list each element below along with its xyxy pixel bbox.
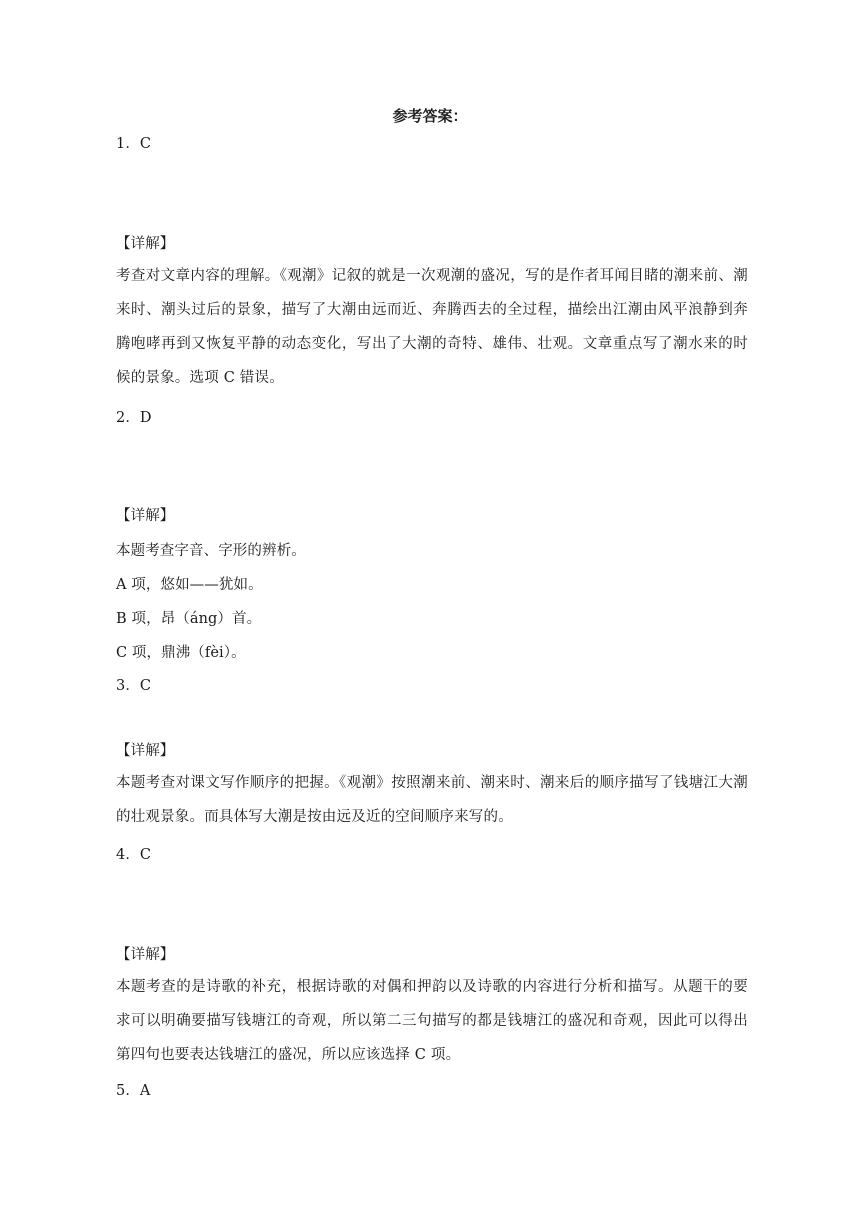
page-title: 参考答案： [392,107,468,125]
answer-2-number: 2．D [116,410,152,426]
answer-3-number: 3．C [116,678,152,694]
answer-3-explanation: 本题考查对课文写作顺序的把握。《观潮》按照潮来前、潮来时、潮来后的顺序描写了钱塘江大潮的壮观景象。而具体写大潮是按由远及近的空间顺序来写的。 [116,775,748,825]
answer-4-explanation: 本题考查的是诗歌的补充，根据诗歌的对偶和押韵以及诗歌的内容进行分析和描写。从题干的要求可以明确要描写钱塘江的奇观，所以第二三句描写的都是钱塘江的盛况和奇观，因此可以得出第四句也要表达钱塘江的盛况，所以应该选择 C 项。 [116,979,748,1063]
answer-1-heading: 【详解】 [116,236,175,252]
answer-1-number: 1．C [116,136,152,152]
answer-2-heading: 【详解】 [116,508,175,524]
answer-1-explanation: 考查对文章内容的理解。《观潮》记叙的就是一次观潮的盛况，写的是作者耳闻目睹的潮来前、潮来时、潮头过后的景象，描写了大潮由远而近、奔腾西去的全过程，描绘出江潮由风平浪静到奔腾咆哮再到又恢复平静的动态变化，写出了大潮的奇特、雄伟、壮观。文章重点写了潮水来的时候的景象。选项 C 错误。 [116,268,748,386]
answer-2-line-1: 本题考查字音、字形的辨析。 [116,543,306,559]
answer-5-number: 5．A [116,1083,151,1099]
answer-2-line-4: C 项，鼎沸（fèi）。 [116,645,246,661]
answer-2-line-3: B 项，昂（áng）首。 [116,611,262,627]
answer-2-line-2: A 项，悠如——犹如。 [116,577,263,593]
answer-3-heading: 【详解】 [116,743,175,759]
answer-4-heading: 【详解】 [116,947,175,963]
answer-4-number: 4．C [116,847,152,863]
